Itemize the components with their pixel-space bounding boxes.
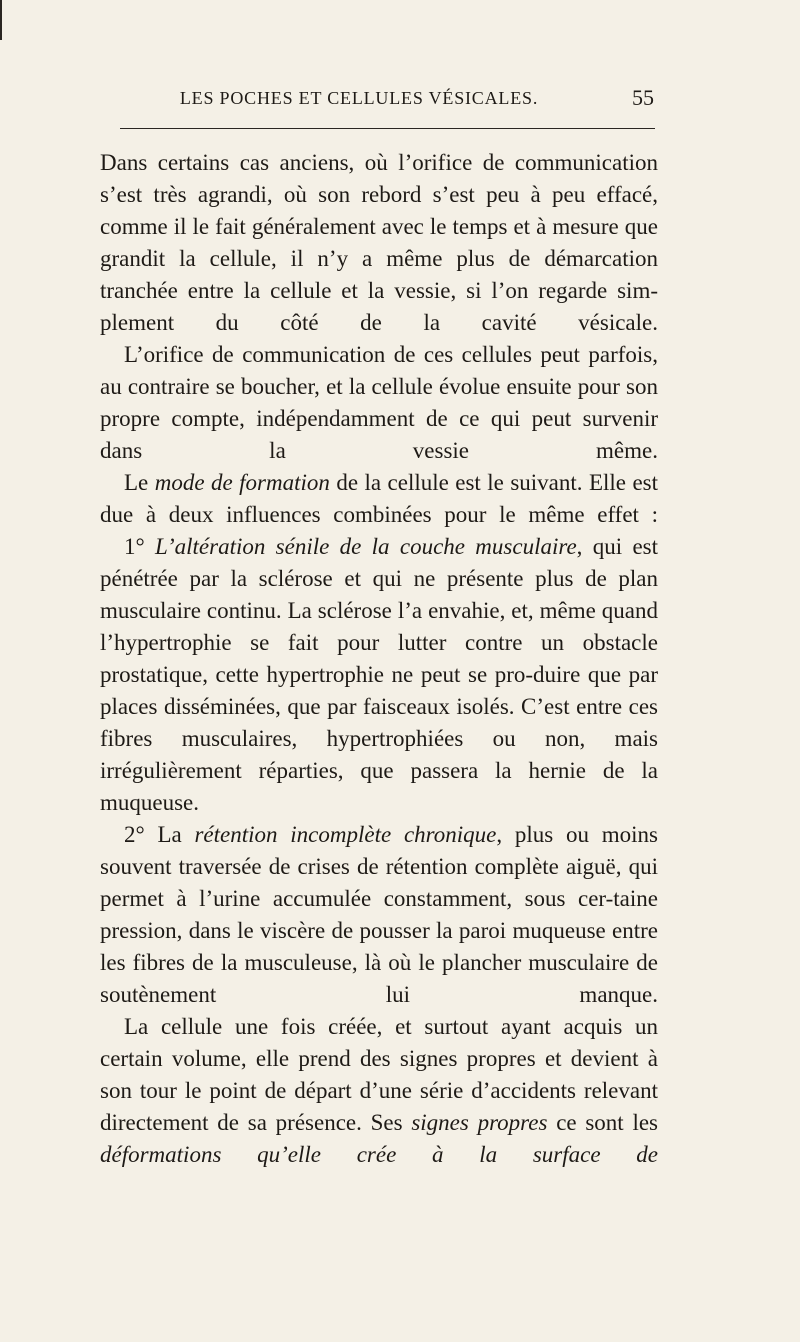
- paragraph: [100, 1011, 658, 1171]
- text-run: , plus ou moins souvent traversée de crises de rétention complète aiguë, qui permet à l’urine accumulée constamment, sous cer-taine pression, dans le viscère de pousser la paroi muqueuse entre les fibres de la musculeuse, là où le plancher musculaire de soutènement lui manque.: [100, 822, 658, 1007]
- paragraph: [100, 531, 658, 819]
- text-run: Dans certains cas anciens, où l’orifice de communication s’est très agrandi, où son rebord s’est peu à peu effacé, comme il le fait généralement avec le temps et à mesure que grandit la cellule, il n’y a même plus de démarcation tranchée entre la cellule et la vessie, si l’on regarde sim-plement du côté de la cavité vésicale.: [100, 150, 658, 335]
- page-number: 55: [632, 85, 654, 110]
- paragraph: [100, 819, 658, 1011]
- paragraph: [100, 339, 658, 467]
- text-run: La cellule une fois créée, et surtout ayant acquis un certain volume, elle prend des signes propres et devient à son tour le point de départ d’une série d’accidents relevant directement de sa présence. Ses: [100, 1014, 658, 1135]
- italic-text: L’altération sénile de la couche musculaire: [155, 534, 577, 559]
- text-run: 1°: [124, 534, 156, 559]
- text-run: L’orifice de communication de ces cellules peut parfois, au contraire se boucher, et la cellule évolue ensuite pour son propre compte, indépendamment de ce qui peut survenir dans la vessie même.: [100, 342, 658, 463]
- text-run: Le: [124, 470, 155, 495]
- page-edge-mark: [0, 0, 2, 40]
- text-run: ce sont les: [547, 1110, 658, 1135]
- paragraph: [100, 467, 658, 531]
- header-rule: [120, 128, 655, 129]
- paragraph: [100, 147, 658, 339]
- text-run: , qui est pénétrée par la sclérose et qui ne présente plus de plan musculaire continu. La sclérose l’a envahie, et, même quand l’hypertrophie se fait pour lutter contre un obstacle prostatique, cette hypertrophie ne peut se pro-duire que par places disséminées, que par faisceaux isolés. C’est entre ces fibres musculaires, hypertrophiées ou non, mais irrégulièrement réparties, que passera la hernie de la muqueuse.: [100, 534, 658, 815]
- running-head: [0, 86, 800, 110]
- italic-text: mode de formation: [154, 470, 330, 495]
- italic-text: rétention incomplète chronique: [194, 822, 497, 847]
- italic-text: signes propres: [411, 1110, 548, 1135]
- italic-text: déformations qu’elle crée à la surface de: [100, 1142, 658, 1167]
- running-title: LES POCHES ET CELLULES VÉSICALES.: [179, 88, 539, 108]
- text-run: de la cellule est le suivant. Elle est due à deux influences combinées pour le même effet :: [100, 470, 658, 527]
- text-run: 2° La: [124, 822, 195, 847]
- body-text: [100, 147, 658, 1171]
